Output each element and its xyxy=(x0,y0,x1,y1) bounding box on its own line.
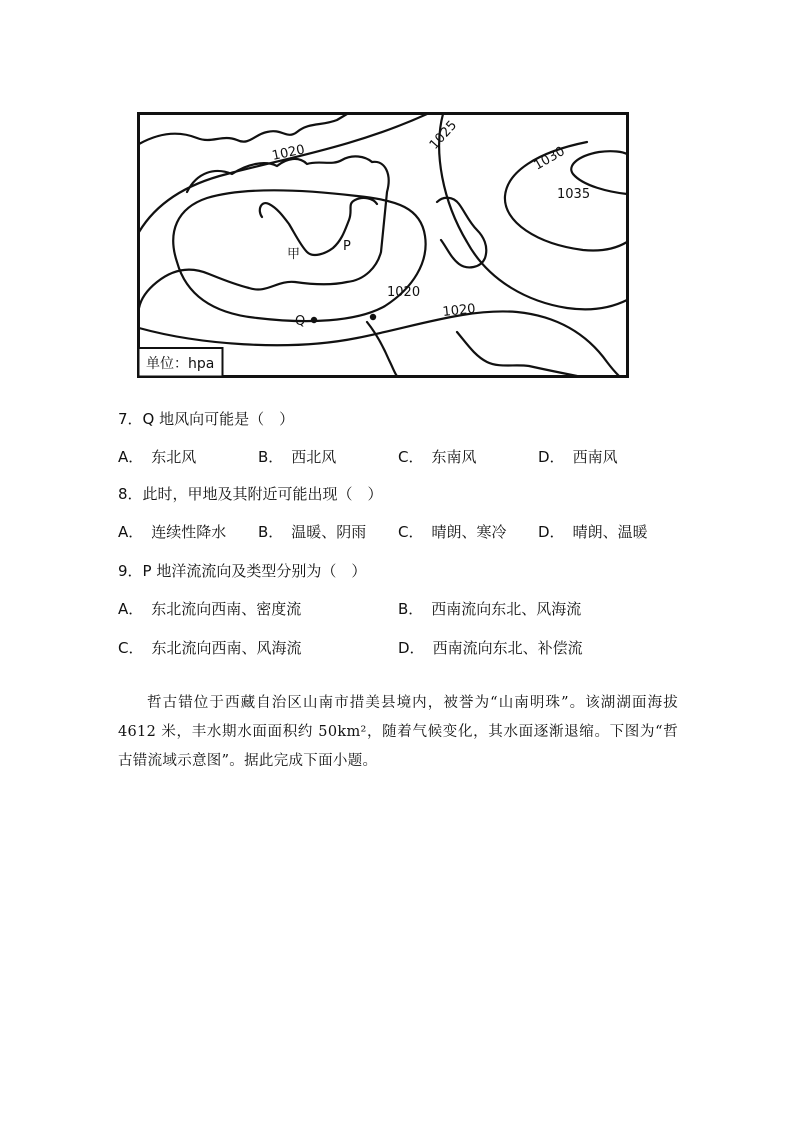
isobar-label-1030: 1030 xyxy=(531,143,568,174)
option-label: A． xyxy=(118,600,144,618)
option-text: 东北流向西南、密度流 xyxy=(151,600,302,618)
option-label: A． xyxy=(118,448,144,466)
question-9-option-b[interactable] xyxy=(398,599,581,619)
question-7-option-d[interactable] xyxy=(538,447,618,467)
question-8-option-c[interactable] xyxy=(398,522,507,542)
isobar-map-svg xyxy=(137,112,629,378)
question-9-option-d[interactable] xyxy=(398,638,583,658)
option-text: 西南流向东北、风海流 xyxy=(431,600,582,618)
point-label-jia: 甲 xyxy=(287,247,301,262)
option-label: C． xyxy=(398,523,424,541)
option-label: D． xyxy=(538,523,565,541)
question-8-option-b[interactable] xyxy=(258,522,366,542)
option-label: B． xyxy=(398,600,424,618)
point-q-dot xyxy=(311,317,317,323)
option-label: B． xyxy=(258,448,284,466)
option-text: 东南风 xyxy=(431,448,477,466)
option-text: 东北流向西南、风海流 xyxy=(151,639,302,657)
question-7-option-c[interactable] xyxy=(398,447,477,467)
question-7-title: 7．Q 地风向可能是（ ） xyxy=(118,410,295,428)
option-text: 温暖、阴雨 xyxy=(291,523,367,541)
option-text: 东北风 xyxy=(151,448,197,466)
question-8-option-a[interactable] xyxy=(118,522,226,542)
question-9-option-c[interactable] xyxy=(118,638,302,658)
option-label: D． xyxy=(398,639,425,657)
option-text: 晴朗、温暖 xyxy=(572,523,648,541)
isobar-label-1020-south: 1020 xyxy=(441,301,477,320)
isobar-map xyxy=(137,112,629,378)
option-text: 连续性降水 xyxy=(151,523,227,541)
question-9-title: 9．P 地洋流流向及类型分别为（ ） xyxy=(118,562,367,580)
isobar-label-1025: 1025 xyxy=(426,118,461,153)
question-8-option-d[interactable] xyxy=(538,522,648,542)
unit-label: 单位：hpa xyxy=(146,356,215,372)
isobar-label-1020-closed: 1020 xyxy=(387,285,421,300)
option-text: 晴朗、寒冷 xyxy=(431,523,507,541)
option-label: C． xyxy=(398,448,424,466)
option-label: B． xyxy=(258,523,284,541)
option-text: 西北风 xyxy=(291,448,337,466)
option-label: A． xyxy=(118,523,144,541)
option-text: 西南风 xyxy=(572,448,618,466)
option-text: 西南流向东北、补偿流 xyxy=(432,639,583,657)
reading-passage: 哲古错位于西藏自治区山南市措美县境内，被誉为“山南明珠”。该湖湖面海拔 4612 米，丰水期水面面积约 50km²，随着气候变化，其水面逐渐退缩。下图为“哲古错流域示意图”。据此完成下面小题。 xyxy=(118,695,678,769)
question-8-title: 8．此时，甲地及其附近可能出现（ ） xyxy=(118,485,383,503)
option-label: C． xyxy=(118,639,144,657)
question-7-option-b[interactable] xyxy=(258,447,336,467)
point-label-p: P xyxy=(343,239,351,254)
point-label-q: Q xyxy=(295,314,306,329)
question-9-option-a[interactable] xyxy=(118,599,301,619)
option-label: D． xyxy=(538,448,565,466)
point-south-dot xyxy=(370,314,376,320)
isobar-label-1020-north: 1020 xyxy=(270,142,307,164)
isobar-label-1035: 1035 xyxy=(557,187,591,202)
question-7-option-a[interactable] xyxy=(118,447,196,467)
